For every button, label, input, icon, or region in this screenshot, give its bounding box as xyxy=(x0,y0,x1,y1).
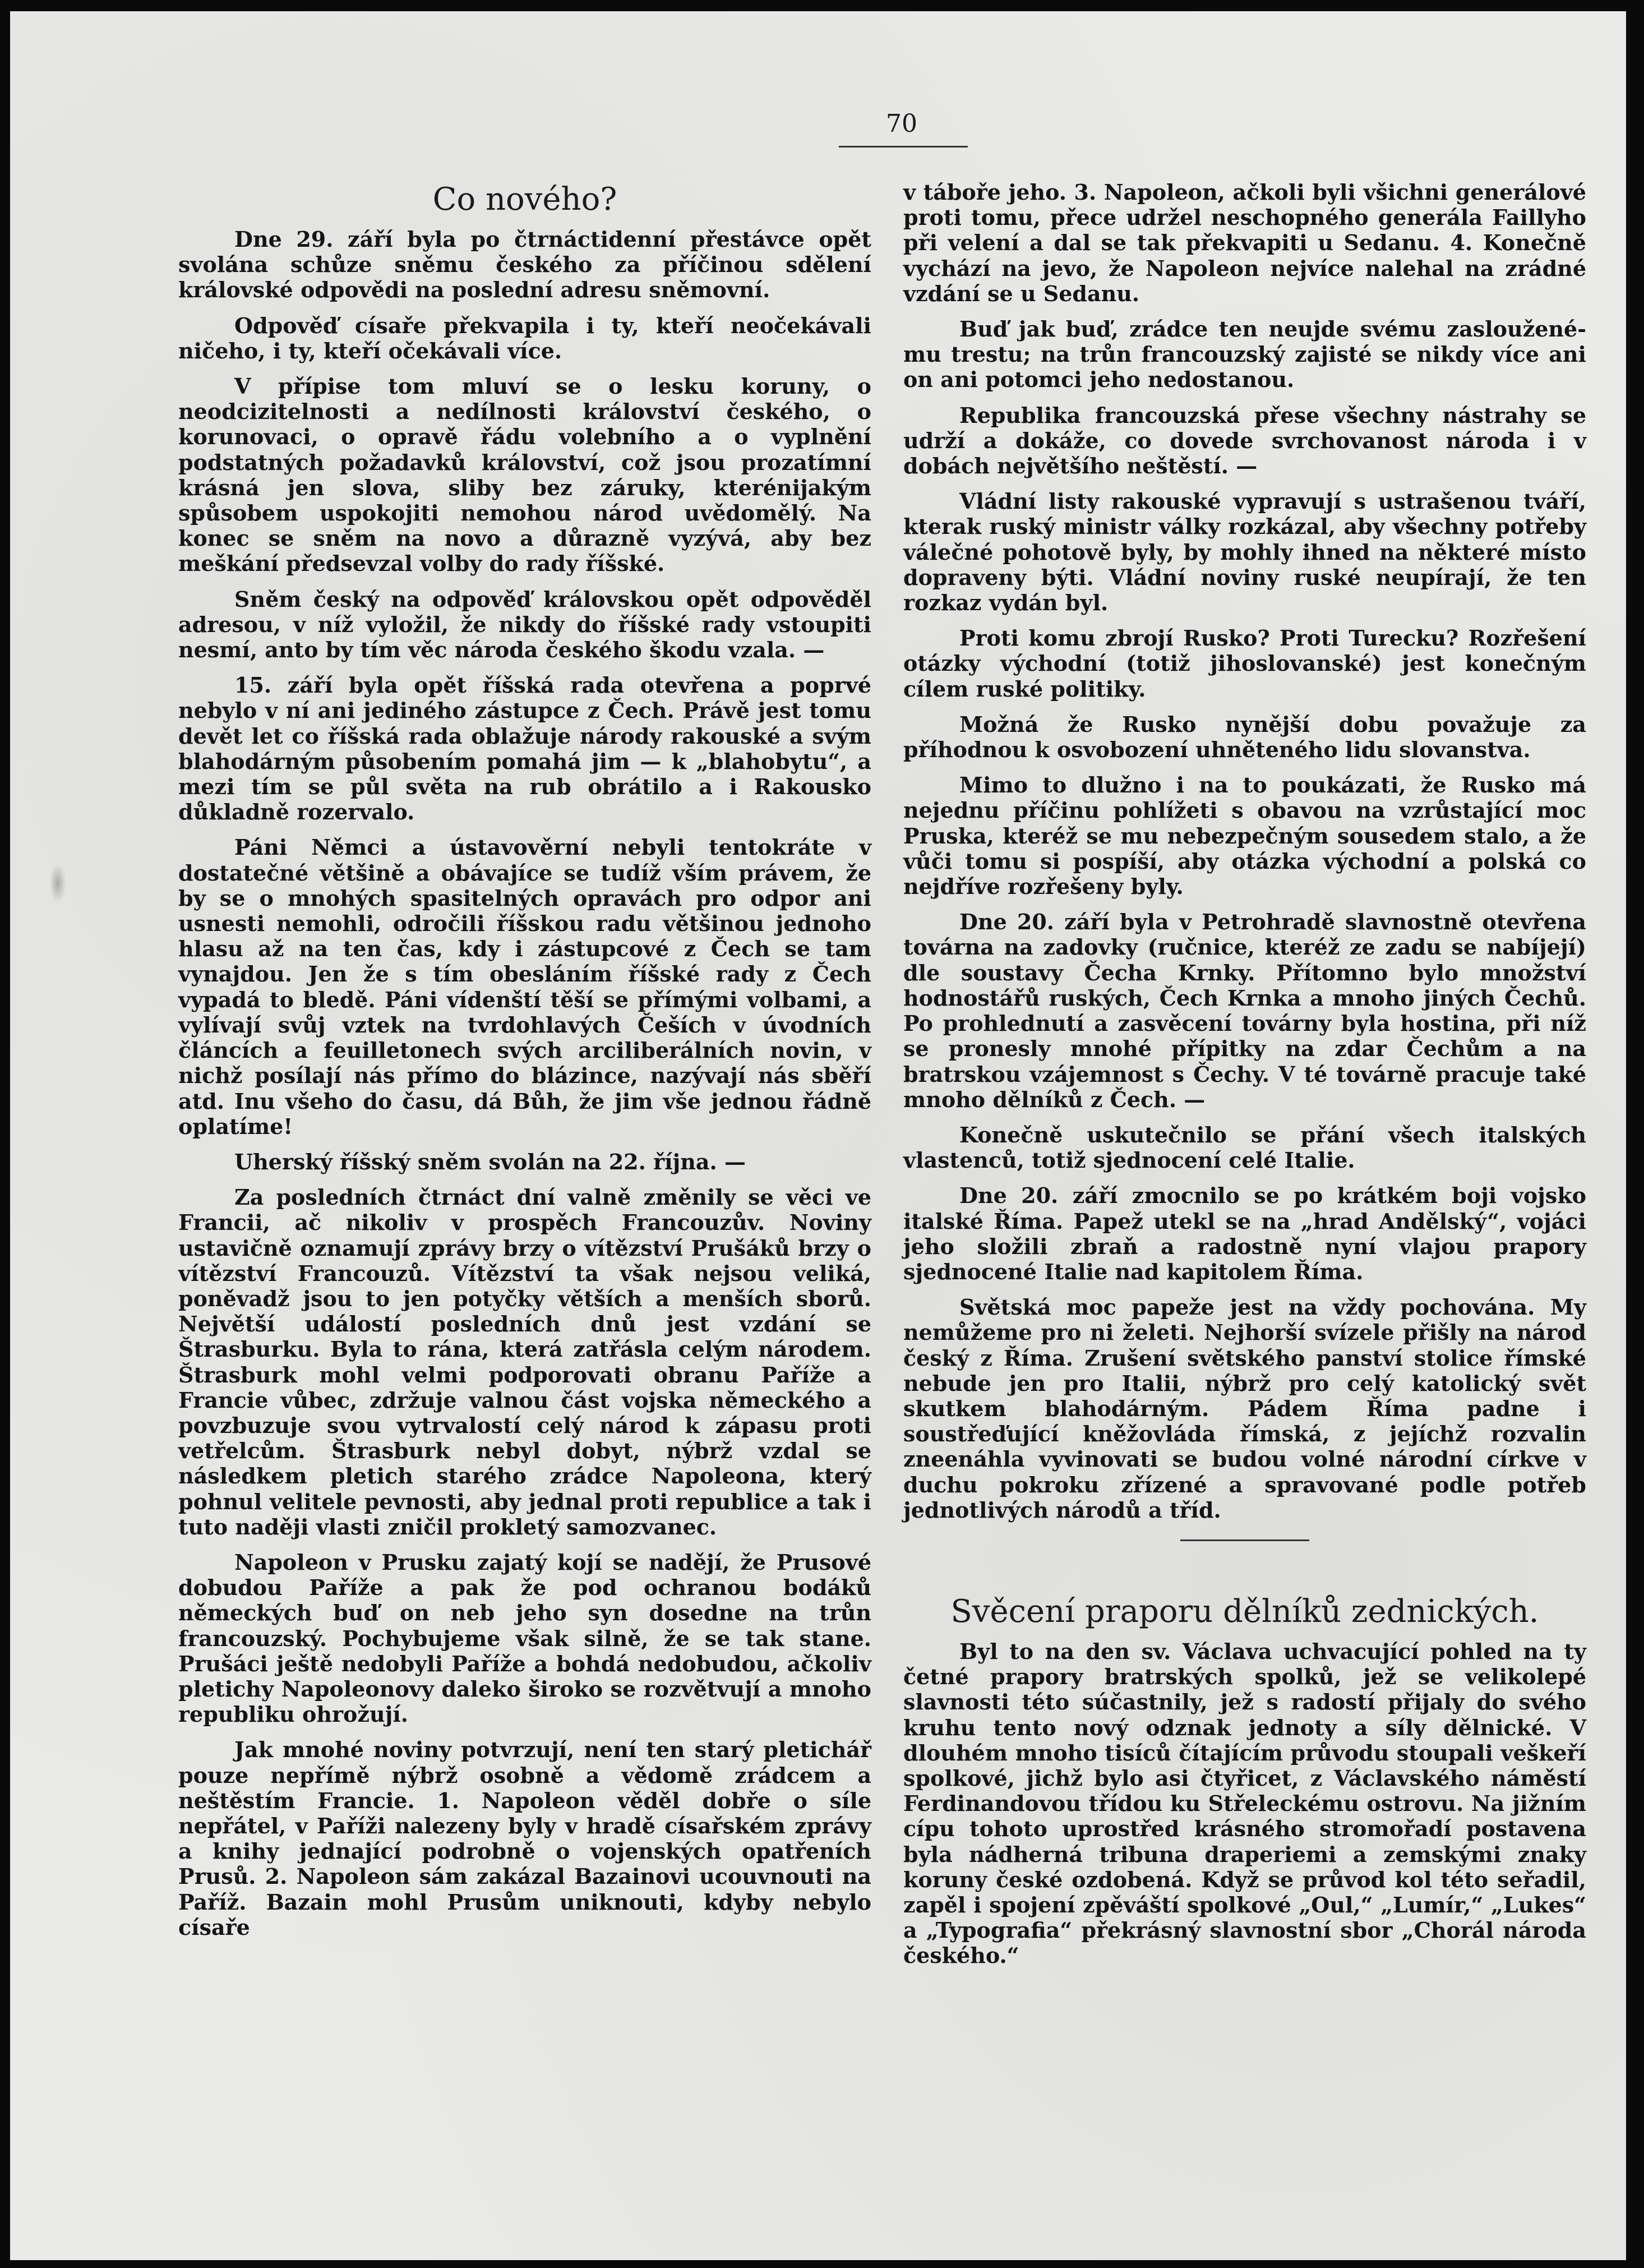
paragraph: Dne 20. září byla v Petrohradě slavnostně otevřena továrna na zadovky (ručnice, kteréž ze zadu se nabíjejí) dle soustavy Čecha Krnky. Přítomno bylo množství hodnostářů ruských, Čech Krnka a mnoho jiných Čechů. Po prohlednutí a zasvěcení továrny byla hostina, při níž se pronesly mnohé přípitky na zdar Čechům a na bratrskou vzájemnost s Čechy. V té továrně pracuje také mnoho dělníků z Čech. — xyxy=(903,909,1586,1112)
paragraph: Byl to na den sv. Václava uchvacující pohled na ty četné prapory bratrských spolků, jež se velikolepé slavnosti této súčastnily, jež s radostí přijaly do svého kruhu tento nový odznak jednoty a síly dělnické. V dlouhém mnoho tisíců čítajícím průvodu stoupali veškeří spolkové, jichž bylo asi čtyřicet, z Václavského náměstí Ferdinandovou třídou ku Střeleckému ostrovu. Na jižním cípu tohoto uprostřed krásného stromořadí postavena byla nádherná tribuna draperiemi a zemskými znaky koruny české ozdobená. Když se průvod kol této seřadil, zapěl i spojení zpěváští spolkové „Oul,“ „Lumír,“ „Lukes“ a „Typografia“ překrásný slavnostní sbor „Chorál národa českého.“ xyxy=(903,1638,1586,1969)
paragraph: Jak mnohé noviny potvrzují, není ten starý pletichář pouze nepřímě nýbrž osobně a vědomě zrádcem a neštěstím Francie. 1. Napoleon věděl dobře o síle nepřátel, v Paříži nalezeny byly v hradě císařském zprávy a knihy jednající podrobně o vojenských opatřeních Prusů. 2. Napoleon sám zakázal Bazainovi ucouvnouti na Paříž. Bazain mohl Prusům uniknouti, kdyby nebylo císaře xyxy=(178,1737,871,1940)
paragraph: Proti komu zbrojí Rusko? Proti Turecku? Rozřešení otázky východní (totiž jihoslovanské) jest konečným cílem ruské politiky. xyxy=(903,625,1586,702)
right-column xyxy=(903,179,1586,1979)
paragraph: Možná že Rusko nynější dobu považuje za příhodnou k osvobození uhněteného lidu slovanstva. xyxy=(903,711,1586,763)
paragraph: Odpověď císaře překvapila i ty, kteří neočekávali ničeho, i ty, kteří očekávali více. xyxy=(178,312,871,363)
paragraph: Republika francouzská přese všechny nástrahy se udrží a dokáže, co dovede svrchovanost národa i v dobách největšího neštěstí. — xyxy=(903,402,1586,479)
article-heading-sveceni-praporu: Svěcení praporu dělníků zednických. xyxy=(950,1593,1539,1630)
paragraph: V přípise tom mluví se o lesku koruny, o neodcizitelnosti a nedílnosti království českého, o korunovaci, o opravě řádu volebního a o vyplnění podstatných požadavků království, což jsou prozatímní krásná jen slova, sliby bez záruky, kterénijakým spůsobem uspokojiti nemohou národ uvědomělý. Na konec se sněm na novo a důrazně vyzývá, aby bez meškání předsevzal volby do rady říšské. xyxy=(178,374,871,577)
paragraph: Páni Němci a ústavověrní nebyli tentokráte v dostatečné většině a obávajíce se tudíž vším právem, že by se o mnohých spasitelných opravách pro odpor ani usnesti nemohli, odročili říšskou radu většinou jednoho hlasu až na ten čas, kdy i zástupcové z Čech se tam vynajdou. Jen že s tím obesláním říšské rady z Čech vypadá to bledě. Páni vídenští těší se přímými volbami, a vylívají svůj vztek na tvrdohlavých Češích v úvodních článcích a feuilletonech svých arciliberálních novin, v nichž posílají nás přímo do blázince, nazývají nás sběří atd. Inu všeho do času, dá Bůh, že jim vše jednou řádně oplatíme! xyxy=(178,835,871,1139)
newspaper-sheet xyxy=(10,11,1626,2260)
section-separator xyxy=(1180,1539,1309,1541)
page-number-rule xyxy=(839,146,968,147)
paragraph: Napoleon v Prusku zajatý kojí se nadějí, že Prusové dobudou Paříže a pak že pod ochranou bodáků německých buď on neb jeho syn dosedne na trůn francouzský. Pochybujeme však silně, že se tak stane. Prušáci ještě nedobyli Paříže a bohdá nedobudou, ačkoliv pletichy Napoleonovy daleko široko se rozvětvují a mnoho republiku ohrožují. xyxy=(178,1549,871,1727)
paragraph: Dne 20. září zmocnilo se po krátkém boji vojsko italské Říma. Papež utekl se na „hrad Andělský“, vojáci jeho složili zbraň a radostně nyní vlajou prapory sjednocené Italie nad kapitolem Říma. xyxy=(903,1183,1586,1284)
paragraph: Dne 29. září byla po čtrnáctidenní přestávce opět svolána schůze sněmu českého za příčinou sdělení královské odpovědi na poslední adresu sněmovní. xyxy=(178,227,871,303)
article-heading-co-noveho: Co nového? xyxy=(432,181,617,218)
paragraph: Světská moc papeže jest na vždy pochována. My nemůžeme pro ni želeti. Nejhorší svízele přišly na národ český z Říma. Zrušení světského panství stolice římské nebude jen pro Italii, nýbrž pro celý katolický svět skutkem blahodárným. Pádem Říma padne i soustřeďující kněžovláda římská, z jejíchž rozvalin zneenáhla vyvinovati se budou volné národní církve v duchu pokroku zřízené a spravované podle potřeb jednotlivých národů a tříd. xyxy=(903,1294,1586,1523)
paragraph: Vládní listy rakouské vypravují s ustrašenou tváří, kterak ruský ministr války rozkázal, aby všechny potřeby válečné pohotově byly, by mohly ihned na některé místo dopraveny býti. Vládní noviny ruské neupírají, že ten rozkaz vydán byl. xyxy=(903,488,1586,616)
paragraph: Mimo to dlužno i na to poukázati, že Rusko má nejednu příčinu pohlížeti s obavou na vzrůstající moc Pruska, kteréž se mu nebezpečným sousedem stalo, a že vůči tomu si pospíší, aby otázka východní a polská co nejdříve rozřešeny byly. xyxy=(903,772,1586,900)
paragraph-continuation: v táboře jeho. 3. Napoleon, ačkoli byli všichni generálové proti tomu, přece udržel neschopného generála Faillyho při velení a dal se tak překvapiti u Sedanu. 4. Konečně vychází na jevo, že Napoleon nejvíce nalehal na zrádné vzdání se u Sedanu. xyxy=(903,179,1586,306)
left-column xyxy=(178,179,871,1950)
paragraph: Buď jak buď, zrádce ten neujde svému zasloužené-mu trestu; na trůn francouzský zajisté se nikdy více ani on ani potomci jeho nedostanou. xyxy=(903,316,1586,393)
paragraph: 15. září byla opět říšská rada otevřena a poprvé nebylo v ní ani jediného zástupce z Čech. Právě jest tomu devět let co říšská rada oblažuje národy rakouské a svým blahodárným působením pomahá jim — k „blahobytu“, a mezi tím se půl světa na rub obrátilo a i Rakousko důkladně rozervalo. xyxy=(178,672,871,825)
paragraph: Konečně uskutečnilo se přání všech italských vlastenců, totiž sjednocení celé Italie. xyxy=(903,1122,1586,1173)
paragraph: Sněm český na odpověď královskou opět odpověděl adresou, v níž vyložil, že nikdy do říšské rady vstoupiti nesmí, anto by tím věc národa českého škodu vzala. — xyxy=(178,586,871,663)
paragraph: Uherský říšský sněm svolán na 22. října. — xyxy=(234,1149,746,1174)
page-number: 70 xyxy=(886,109,917,138)
paragraph: Za posledních čtrnáct dní valně změnily se věci ve Francii, ač nikoliv v prospěch Francouzův. Noviny ustavičně oznamují zprávy brzy o vítězství Prušáků brzy o vítězství Francouzů. Vítězství ta však nejsou veliká, poněvadž jsou to jen potyčky větších a menších sborů. Největší událostí posledních dnů jest vzdání se Štrasburku. Byla to rána, která zatřásla celým národem. Štrasburk mohl velmi podporovati obranu Paříže a Francie vůbec, zdržuje valnou část vojska německého a povzbuzuje svou vytrvalostí celý národ k zápasu proti vetřelcům. Štrasburk nebyl dobyt, nýbrž vzdal se následkem pletich starého zrádce Napoleona, který pohnul velitele pevnosti, aby jednal proti republice a tak i tuto naději vlasti zničil prokletý samozvanec. xyxy=(178,1184,871,1539)
paper-stain xyxy=(49,864,66,903)
